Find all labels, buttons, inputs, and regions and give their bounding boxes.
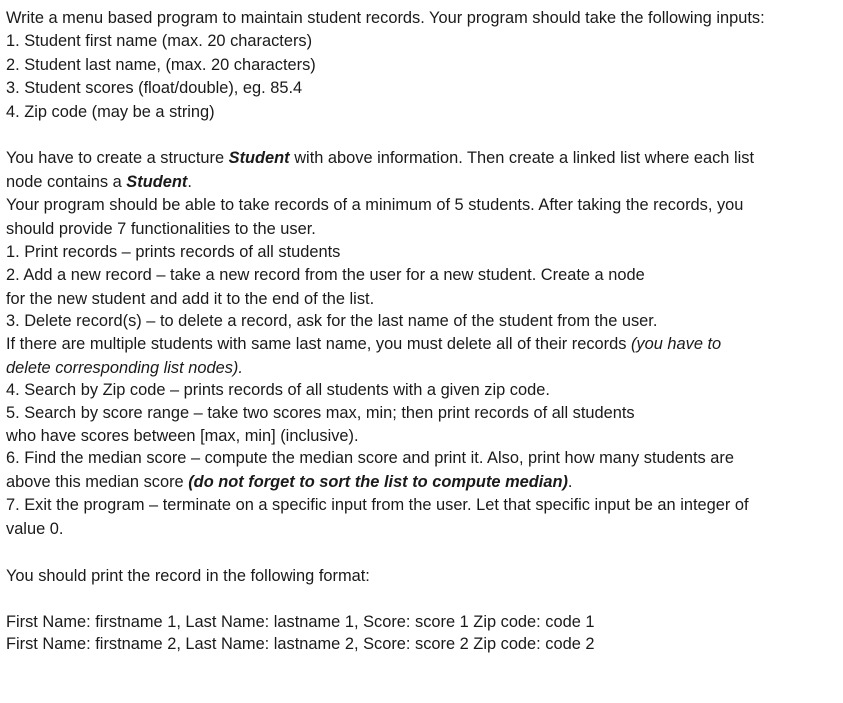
intro-text: Write a menu based program to maintain student records. Your program should take the following inputs: <box>6 9 765 27</box>
format-intro: You should print the record in the following format: <box>6 566 370 585</box>
input-item: 2. Student last name, (max. 20 characters) <box>6 55 316 74</box>
paragraph-gap <box>6 541 843 564</box>
input-item: 1. Student first name (max. 20 characters) <box>6 32 313 51</box>
function-2-line: 2. Add a new record – take a new record from the user for a new student. Create a node <box>6 266 645 285</box>
input-item: 4. Zip code (may be a string) <box>6 102 215 121</box>
format-example: First Name: firstname 2, Last Name: lastname 2, Score: score 2 Zip code: code 2 <box>6 635 595 654</box>
function-6-line: 6. Find the median score – compute the median score and print it. Also, print how many students are <box>6 449 734 468</box>
emphasis-text: (do not forget to sort the list to compute median) <box>188 472 568 491</box>
function-2-line: for the new student and add it to the end of the list. <box>6 289 375 308</box>
function-5-line: 5. Search by score range – take two scores max, min; then print records of all students <box>6 404 635 423</box>
emphasis-text: (you have to <box>630 335 722 354</box>
function-7-line: 7. Exit the program – terminate on a specific input from the user. Let that specific input be an integer of <box>6 496 749 515</box>
function-3-line <box>6 357 843 379</box>
minimum-text-line: Your program should be able to take records of a minimum of 5 students. After taking the records, you <box>6 196 744 215</box>
paragraph-gap <box>6 588 843 611</box>
structure-text-line: node contains a Student. <box>6 172 192 191</box>
function-7-line: value 0. <box>6 519 64 538</box>
function-3-line: If there are multiple students with same last name, you must delete all of their records (you have to <box>6 335 722 354</box>
emphasis-text: delete corresponding list nodes). <box>6 358 243 377</box>
function-4: 4. Search by Zip code – prints records of all students with a given zip code. <box>6 380 550 399</box>
student-keyword: Student <box>126 172 188 191</box>
function-6-line: above this median score (do not forget to sort the list to compute median). <box>6 472 573 491</box>
minimum-text-line: should provide 7 functionalities to the user. <box>6 219 316 238</box>
paragraph-gap <box>6 124 843 147</box>
format-example: First Name: firstname 1, Last Name: lastname 1, Score: score 1 Zip code: code 1 <box>6 613 595 632</box>
student-keyword: Student <box>228 149 290 168</box>
function-5-line: who have scores between [max, min] (inclusive). <box>6 427 359 446</box>
input-item: 3. Student scores (float/double), eg. 85.4 <box>6 79 303 98</box>
structure-text-line: You have to create a structure Student with above information. Then create a linked list where each list <box>6 149 754 168</box>
function-1: 1. Print records – prints records of all students <box>6 243 341 262</box>
function-3-line: 3. Delete record(s) – to delete a record, ask for the last name of the student from the user. <box>6 311 658 330</box>
